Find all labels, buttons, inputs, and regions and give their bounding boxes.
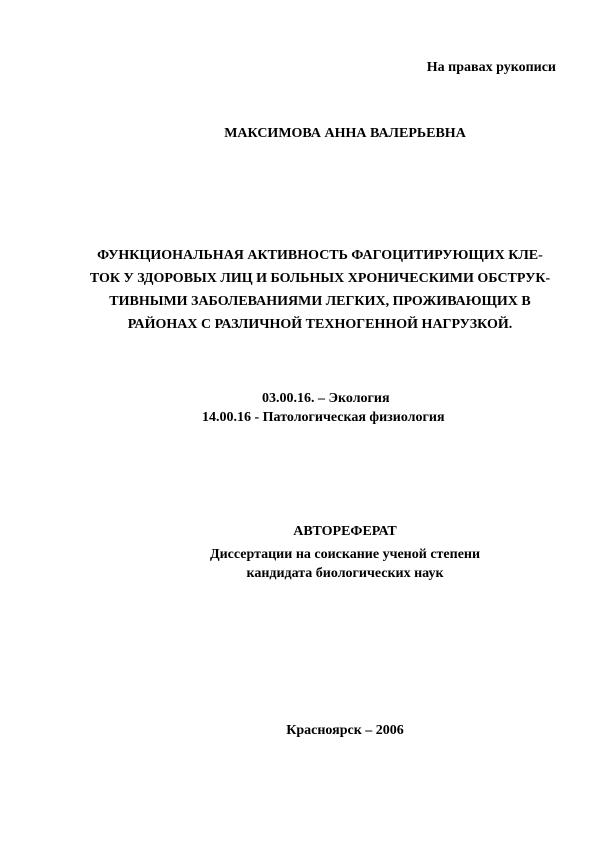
specialty-code-ecology: 03.00.16. – Экология [262,391,390,406]
author-name: МАКСИМОВА АННА ВАЛЕРЬЕВНА [224,126,466,141]
abstract-description-line: кандидата биологических наук [246,566,444,581]
title-line: ТИВНЫМИ ЗАБОЛЕВАНИЯМИ ЛЕГКИХ, ПРОЖИВАЮЩИХ В [109,294,531,309]
title-line: ФУНКЦИОНАЛЬНАЯ АКТИВНОСТЬ ФАГОЦИТИРУЮЩИХ КЛЕ- [97,248,543,263]
dissertation-title [0,244,600,336]
abstract-description-line: Диссертации на соискание ученой степени [209,547,481,562]
abstract-label: АВТОРЕФЕРАТ [293,524,397,539]
title-line: РАЙОНАХ С РАЗЛИЧНОЙ ТЕХНОГЕННОЙ НАГРУЗКОЙ. [127,317,513,332]
city-year: Красноярск – 2006 [286,723,404,738]
specialty-code-pathophysiology: 14.00.16 - Патологическая физиология [202,410,445,425]
title-line: ТОК У ЗДОРОВЫХ ЛИЦ И БОЛЬНЫХ ХРОНИЧЕСКИМИ ОБСТРУК- [89,271,551,286]
manuscript-note: На правах рукописи [426,60,556,75]
